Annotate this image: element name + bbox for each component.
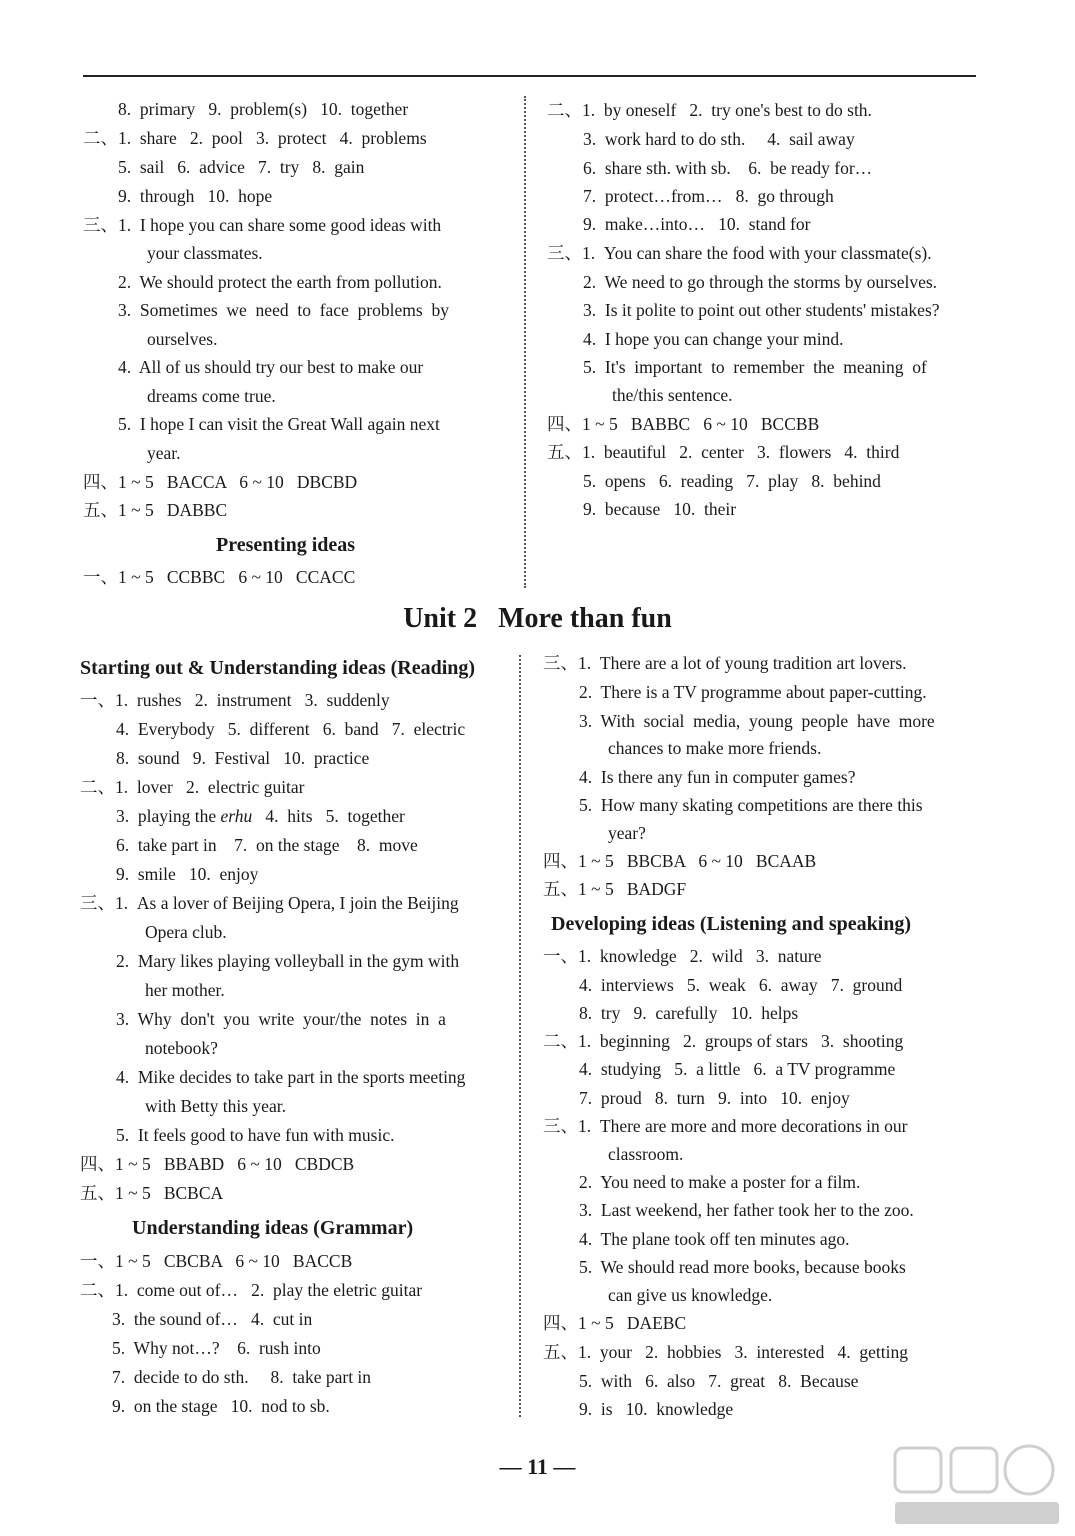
answer-line: 五、1 ~ 5 DABBC [83,500,228,520]
answer-line: with Betty this year. [145,1096,286,1116]
answer-line: classroom. [608,1144,684,1164]
answer-line: her mother. [145,980,225,1000]
answer-line: 4. Everybody 5. different 6. band 7. electric [116,719,466,739]
answer-line: 四、1 ~ 5 BABBC 6 ~ 10 BCCBB [547,414,820,434]
answer-line: 9. is 10. knowledge [579,1399,734,1419]
answer-line: 2. We should protect the earth from pollution. [118,272,442,292]
answer-line: year? [608,823,646,843]
answer-line: notebook? [145,1038,218,1058]
answer-line: 4. Mike decides to take part in the sports meeting [116,1067,466,1087]
answer-line: year. [147,443,181,463]
page-number: — 11 — [499,1454,576,1479]
answer-line: 8. try 9. carefully 10. helps [579,1003,799,1023]
answer-line: dreams come true. [147,386,276,406]
answer-line: 4. I hope you can change your mind. [583,329,844,349]
answer-line: your classmates. [147,243,263,263]
answer-line: 3. With social media, young people have more [579,711,935,731]
answer-line: 五、1 ~ 5 BCBCA [80,1183,224,1203]
answer-line: 一、1. knowledge 2. wild 3. nature [543,946,822,966]
section-heading: Understanding ideas (Grammar) [132,1217,414,1239]
answer-line: 5. How many skating competitions are there this [579,795,923,815]
answer-line: 三、1. You can share the food with your classmate(s). [547,243,932,263]
answer-line: 5. sail 6. advice 7. try 8. gain [118,157,365,177]
answer-line: 五、1. your 2. hobbies 3. interested 4. getting [543,1342,909,1362]
answer-line: 3. Is it polite to point out other students' mistakes? [583,300,940,320]
answer-line: 8. sound 9. Festival 10. practice [116,748,370,768]
answer-line: 5. I hope I can visit the Great Wall again next [118,414,440,434]
answer-line: 5. Why not…? 6. rush into [112,1338,321,1358]
answer-line: the/this sentence. [612,385,733,405]
answer-line: 4. Is there any fun in computer games? [579,767,856,787]
answer-line: 5. opens 6. reading 7. play 8. behind [583,471,881,491]
answer-line: 3. work hard to do sth. 4. sail away [583,129,855,149]
answer-line: 4. The plane took off ten minutes ago. [579,1229,850,1249]
answer-line: ourselves. [147,329,218,349]
answer-line: 一、1 ~ 5 CBCBA 6 ~ 10 BACCB [80,1251,353,1271]
answer-line: 三、1. There are more and more decorations in our [543,1116,908,1136]
answer-line: 二、1. beginning 2. groups of stars 3. shooting [543,1031,904,1051]
answer-line: 2. You need to make a poster for a film. [579,1172,861,1192]
answer-line: 5. It's important to remember the meaning of [583,357,927,377]
answer-line: 四、1 ~ 5 DAEBC [543,1313,687,1333]
answer-text-italic: erhu [220,806,253,826]
answer-line: Opera club. [145,922,227,942]
answer-line: 2. Mary likes playing volleyball in the gym with [116,951,460,971]
answer-line: 5. with 6. also 7. great 8. Because [579,1371,859,1391]
answer-line: 三、1. As a lover of Beijing Opera, I join the Beijing [80,893,459,913]
answer-line: 9. through 10. hope [118,186,273,206]
answer-line: 4. interviews 5. weak 6. away 7. ground [579,975,903,995]
answer-line: 五、1 ~ 5 BADGF [543,879,687,899]
answer-line: 3. Why don't you write your/the notes in a [116,1009,446,1029]
answer-line: 3. Sometimes we need to face problems by [118,300,449,320]
answer-line [116,808,405,826]
answer-text: 4. hits 5. together [252,806,405,826]
answer-line: 6. take part in 7. on the stage 8. move [116,835,418,855]
column-divider [524,96,526,588]
answer-text: 3. playing the [116,806,221,826]
answer-line: chances to make more friends. [608,738,822,758]
answer-line: can give us knowledge. [608,1285,773,1305]
answer-line: 9. smile 10. enjoy [116,864,259,884]
answer-line: 五、1. beautiful 2. center 3. flowers 4. third [547,442,900,462]
answer-line: 二、1. by oneself 2. try one's best to do sth. [547,100,872,120]
answer-line: 7. protect…from… 8. go through [583,186,834,206]
answer-line: 三、1. I hope you can share some good ideas with [83,215,442,235]
answer-line: 2. We need to go through the storms by ourselves. [583,272,938,292]
column-divider [519,655,521,1417]
answer-line: 5. We should read more books, because books [579,1257,906,1277]
section-heading: Presenting ideas [216,534,356,556]
answer-line: 8. primary 9. problem(s) 10. together [118,99,409,119]
section-heading: Starting out & Understanding ideas (Reading) [80,657,476,679]
answer-line: 四、1 ~ 5 BBCBA 6 ~ 10 BCAAB [543,851,817,871]
answer-line: 二、1. come out of… 2. play the eletric guitar [80,1280,423,1300]
answer-line: 4. All of us should try our best to make our [118,357,424,377]
answer-line: 9. because 10. their [583,499,737,519]
section-heading: Developing ideas (Listening and speaking) [551,913,912,935]
answer-line: 二、1. lover 2. electric guitar [80,777,305,797]
answer-line: 二、1. share 2. pool 3. protect 4. problems [83,128,427,148]
answer-line: 6. share sth. with sb. 6. be ready for… [583,158,873,178]
answer-line: 9. make…into… 10. stand for [583,214,811,234]
answer-line: 三、1. There are a lot of young tradition art lovers. [543,653,907,673]
answer-line: 5. It feels good to have fun with music. [116,1125,395,1145]
answer-line: 3. the sound of… 4. cut in [112,1309,313,1329]
answer-line: 9. on the stage 10. nod to sb. [112,1396,330,1416]
unit-title: Unit 2 More than fun [403,603,672,634]
top-rule [83,75,976,77]
watermark-logo [887,1440,1067,1530]
answer-line: 7. decide to do sth. 8. take part in [112,1367,372,1387]
answer-line: 7. proud 8. turn 9. into 10. enjoy [579,1088,850,1108]
answer-line: 2. There is a TV programme about paper-cutting. [579,682,927,702]
answer-line: 4. studying 5. a little 6. a TV programme [579,1059,896,1079]
answer-line: 四、1 ~ 5 BBABD 6 ~ 10 CBDCB [80,1154,355,1174]
answer-line: 一、1 ~ 5 CCBBC 6 ~ 10 CCACC [83,567,356,587]
answer-line: 一、1. rushes 2. instrument 3. suddenly [80,690,390,710]
answer-line: 四、1 ~ 5 BACCA 6 ~ 10 DBCBD [83,472,358,492]
answer-line: 3. Last weekend, her father took her to the zoo. [579,1200,914,1220]
